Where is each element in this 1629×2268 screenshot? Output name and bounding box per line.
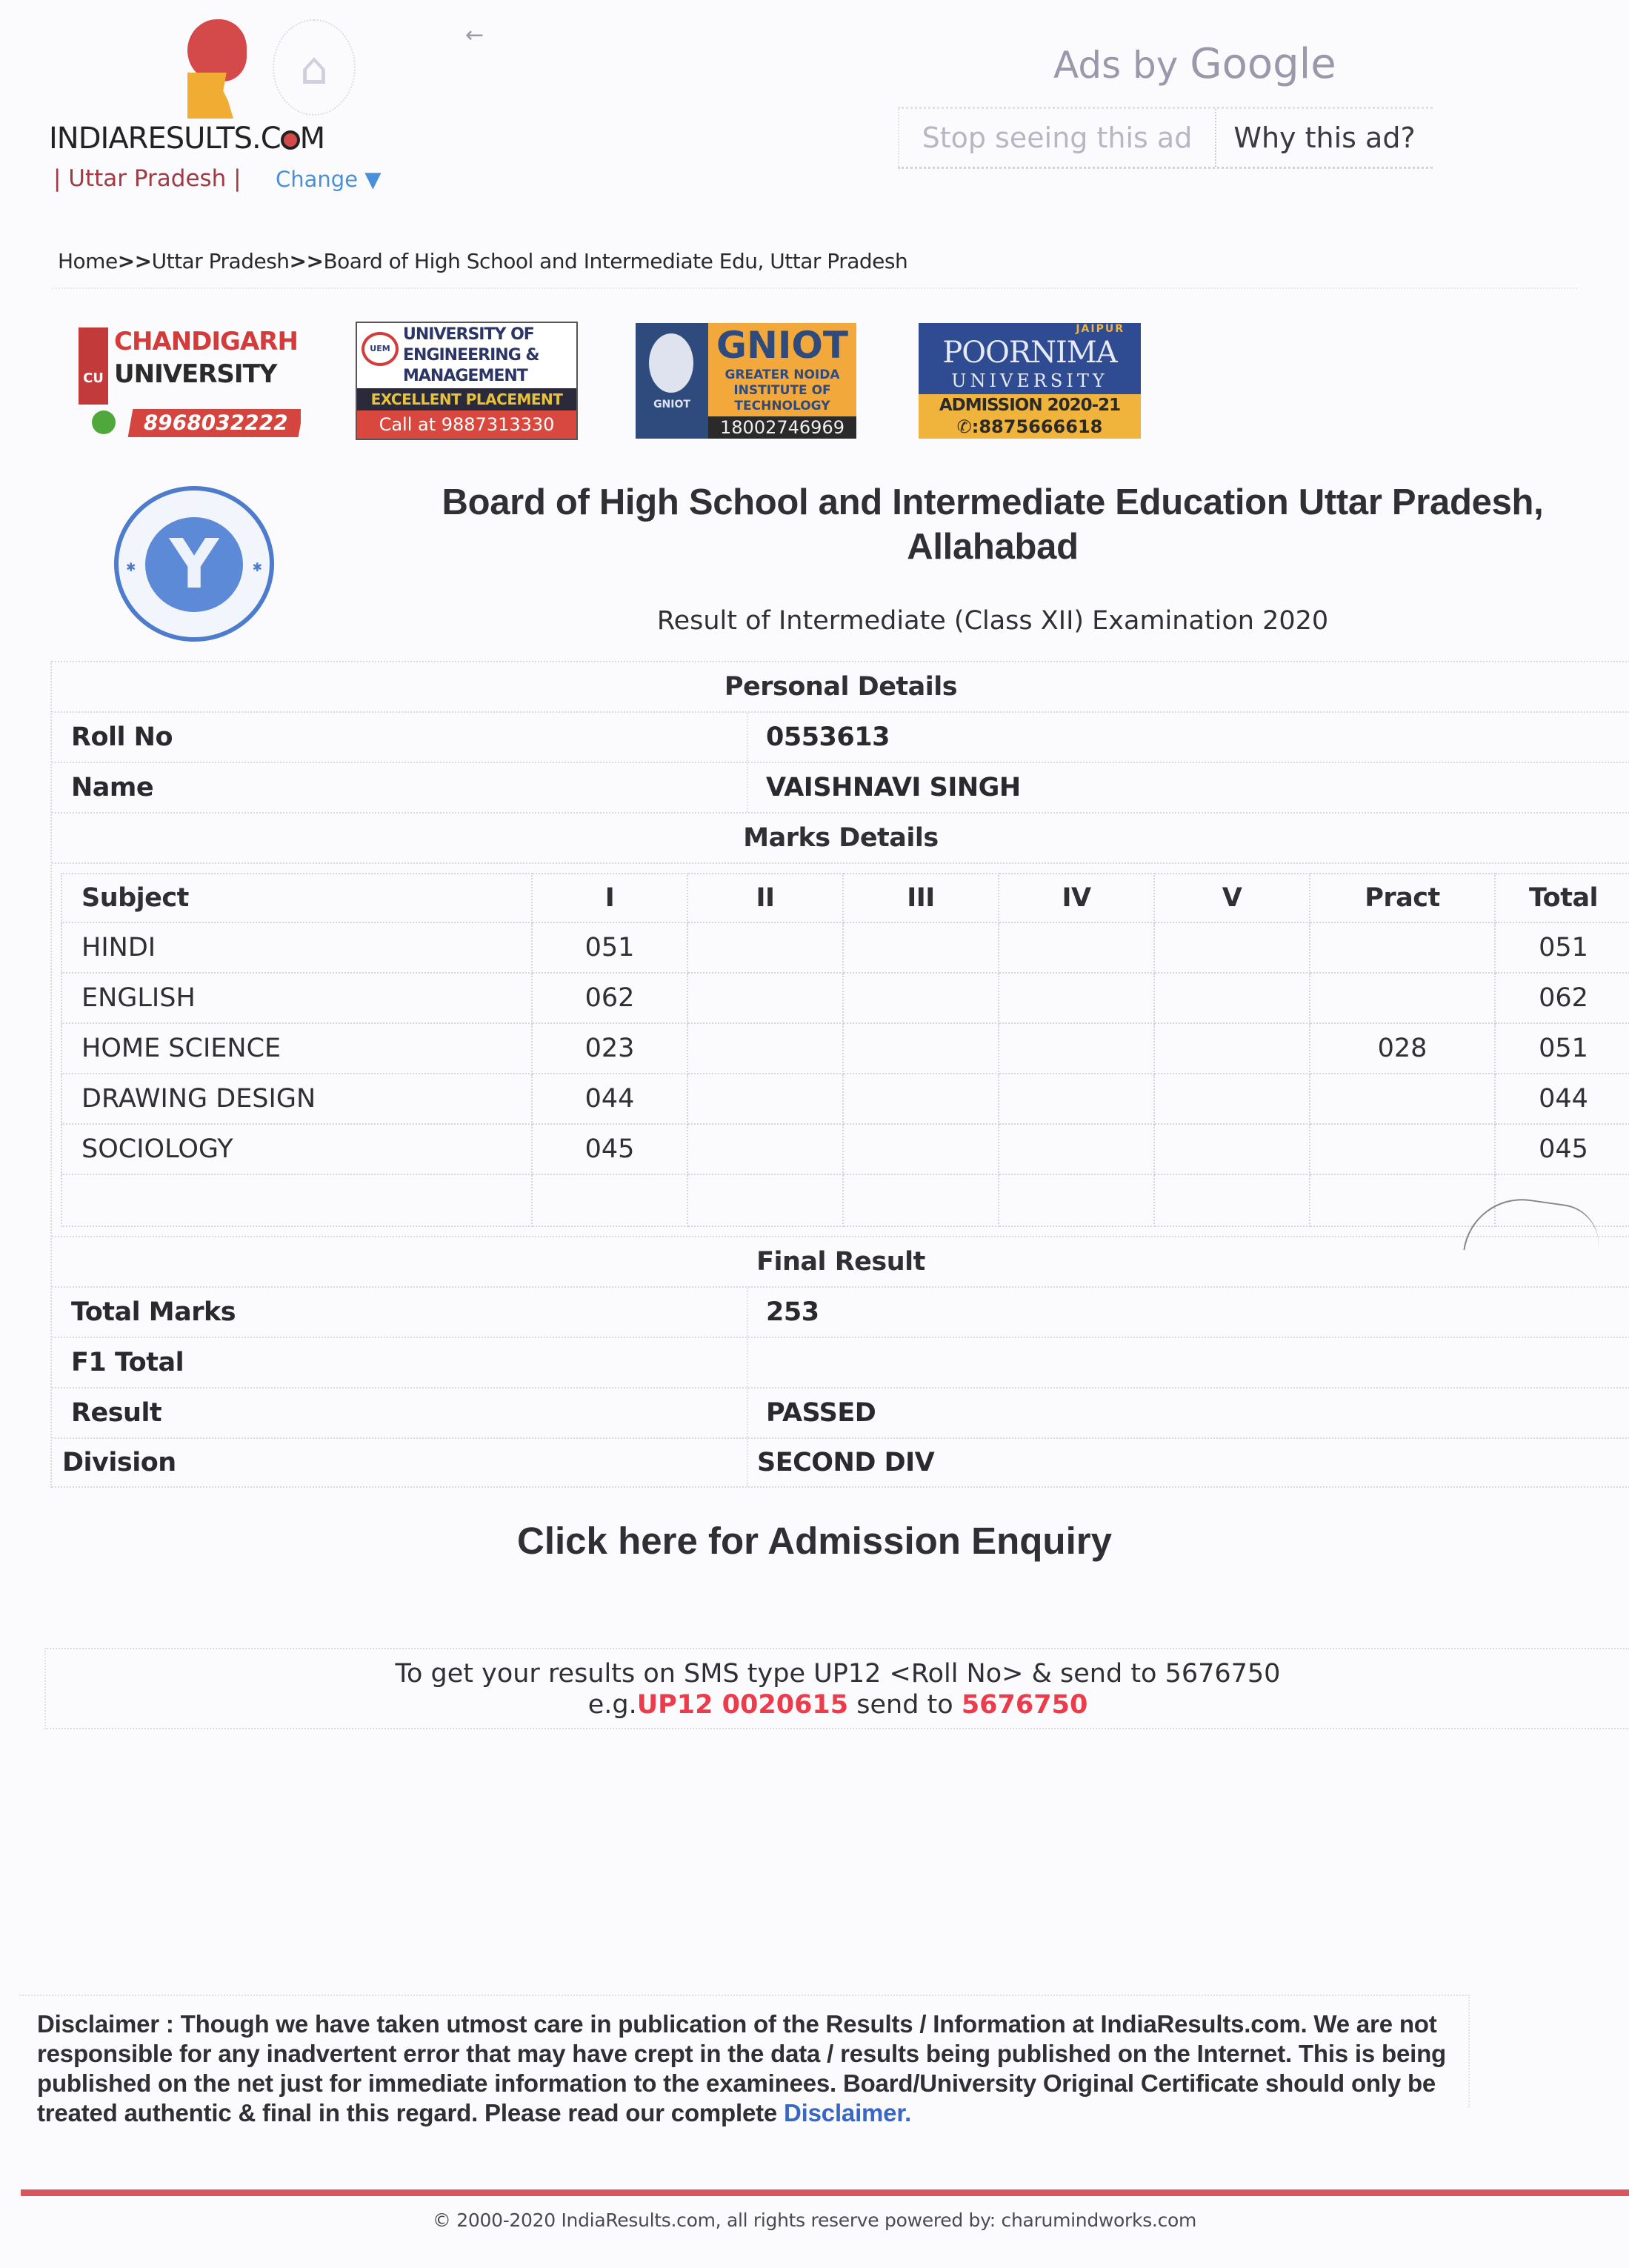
- table-row: [61, 922, 1629, 973]
- f1-total-label: F1 Total: [52, 1338, 748, 1387]
- sms-example-code: UP12 0020615: [636, 1690, 849, 1720]
- col-paper-5: V: [1154, 874, 1310, 922]
- banner-title-main: POORNIMA: [942, 336, 1117, 370]
- personal-details-heading: Personal Details: [52, 661, 1629, 711]
- divider: [52, 287, 1577, 289]
- gniot-logo: [636, 323, 708, 439]
- total-marks-row: [52, 1286, 1629, 1337]
- practical-cell: [1310, 1074, 1495, 1124]
- f1-total-value: [748, 1338, 1629, 1387]
- roll-no-value: 0553613: [766, 722, 890, 752]
- banner-title-line: TECHNOLOGY: [734, 399, 830, 413]
- table-row: [61, 973, 1629, 1023]
- empty-cell: [61, 1174, 532, 1226]
- banner-uem[interactable]: [356, 322, 578, 440]
- paper-1-cell: 044: [532, 1074, 687, 1124]
- total-cell: 045: [1495, 1124, 1629, 1174]
- emblem-inner: [145, 517, 243, 612]
- ads-by-google-label: [1053, 40, 1336, 88]
- emblem-y-glyph: Y: [169, 525, 219, 604]
- paper-3-cell: [843, 1124, 999, 1174]
- col-practical: Pract: [1310, 874, 1495, 922]
- total-cell: 044: [1495, 1074, 1629, 1124]
- banner-subtitle: UNIVERSITY: [114, 359, 277, 389]
- paper-1-cell: 051: [532, 922, 687, 973]
- division-value: SECOND DIV: [757, 1448, 935, 1477]
- star-icon: ✱: [126, 560, 136, 574]
- paper-1-cell: 045: [532, 1124, 687, 1174]
- roll-no-row: [52, 711, 1629, 762]
- brand-prefix: INDIARESULTS.C: [49, 122, 281, 156]
- banner-title-line: UNIVERSITY OF: [403, 325, 534, 344]
- banner-admission: [919, 394, 1141, 439]
- paper-1-cell: 062: [532, 973, 687, 1023]
- sms-example-number: 5676750: [961, 1690, 1088, 1720]
- marks-table-wrapper: [52, 862, 1629, 1236]
- total-marks-label: Total Marks: [52, 1288, 748, 1337]
- banner-title-line: INSTITUTE OF: [733, 383, 831, 398]
- paper-5-cell: [1154, 1124, 1310, 1174]
- paper-3-cell: [843, 973, 999, 1023]
- state-map-icon: ⌂: [273, 19, 356, 116]
- whatsapp-icon: [92, 410, 116, 434]
- why-this-ad-button[interactable]: Why this ad?: [1233, 122, 1416, 154]
- result-row: [52, 1387, 1629, 1437]
- paper-3-cell: [843, 922, 999, 973]
- empty-cell: [999, 1174, 1154, 1226]
- paper-4-cell: [999, 922, 1154, 973]
- paper-2-cell: [687, 1124, 843, 1174]
- paper-4-cell: [999, 1074, 1154, 1124]
- admission-enquiry-link[interactable]: Click here for Admission Enquiry: [517, 1520, 1112, 1562]
- paper-4-cell: [999, 973, 1154, 1023]
- ads-title-prefix: Ads by: [1053, 44, 1190, 87]
- total-marks-value: 253: [766, 1297, 819, 1327]
- total-cell: 062: [1495, 973, 1629, 1023]
- subject-cell: HINDI: [61, 922, 532, 973]
- board-title-line1: Board of High School and Intermediate Education Uttar Pradesh,: [442, 482, 1544, 522]
- result-value: PASSED: [766, 1398, 876, 1428]
- sms-example-prefix: e.g.: [587, 1690, 637, 1720]
- banner-chandigarh-university[interactable]: [79, 322, 301, 440]
- col-paper-3: III: [843, 874, 999, 922]
- total-cell: 051: [1495, 922, 1629, 973]
- paper-5-cell: [1154, 922, 1310, 973]
- back-arrow-icon[interactable]: ←: [465, 22, 484, 48]
- breadcrumb-board[interactable]: Board of High School and Intermediate Edu, Uttar Pradesh: [323, 249, 908, 273]
- paper-3-cell: [843, 1074, 999, 1124]
- brand-o-dot-icon: [281, 130, 300, 150]
- breadcrumb-uttar-pradesh[interactable]: Uttar Pradesh: [151, 249, 290, 273]
- paper-5-cell: [1154, 1023, 1310, 1074]
- banner-phone: ✆:8875666618: [956, 416, 1103, 437]
- board-title-line2: Allahabad: [907, 527, 1079, 567]
- state-label: | Uttar Pradesh |: [53, 165, 241, 192]
- site-logo[interactable]: [49, 10, 397, 196]
- subject-cell: SOCIOLOGY: [61, 1124, 532, 1174]
- gniot-seal-icon: [649, 333, 693, 393]
- table-row-empty: [61, 1174, 1629, 1226]
- ads-title-brand: Google: [1190, 40, 1336, 88]
- brand-suffix: M: [299, 122, 325, 156]
- f1-total-row: [52, 1337, 1629, 1387]
- subject-cell: HOME SCIENCE: [61, 1023, 532, 1074]
- result-panel: [50, 661, 1629, 1488]
- banner-title-line: UNIVERSITY: [951, 370, 1108, 391]
- stop-seeing-ad-button[interactable]: Stop seeing this ad: [898, 109, 1216, 167]
- table-row: [61, 1124, 1629, 1174]
- paper-5-cell: [1154, 973, 1310, 1023]
- practical-cell: 028: [1310, 1023, 1495, 1074]
- ad-feedback-box: [898, 107, 1433, 169]
- col-paper-1: I: [532, 874, 687, 922]
- total-cell: 051: [1495, 1023, 1629, 1074]
- sms-example: [46, 1689, 1629, 1720]
- banner-phone: 8968032222: [128, 409, 301, 437]
- banner-phone: Call at 9887313330: [357, 410, 576, 439]
- subject-cell: ENGLISH: [61, 973, 532, 1023]
- banner-city: JAIPUR: [1076, 323, 1125, 335]
- uem-logo-icon: UEM: [362, 332, 399, 366]
- banner-poornima-university[interactable]: [919, 322, 1141, 440]
- disclaimer-box: [19, 1995, 1470, 2126]
- paper-2-cell: [687, 973, 843, 1023]
- breadcrumb-separator: >>: [117, 249, 152, 273]
- banner-title-line: GREATER NOIDA: [724, 368, 840, 382]
- empty-cell: [843, 1174, 999, 1226]
- banner-title: [919, 323, 1141, 394]
- banner-phone: 18002746969: [708, 416, 856, 439]
- name-row: [52, 762, 1629, 812]
- disclaimer-link[interactable]: Disclaimer.: [784, 2099, 912, 2126]
- paper-4-cell: [999, 1124, 1154, 1174]
- up-board-emblem-icon: [114, 486, 274, 642]
- division-row: [52, 1437, 1629, 1488]
- banner-tagline: EXCELLENT PLACEMENT: [357, 388, 576, 410]
- disclaimer-text: Disclaimer : Though we have taken utmost care in publication of the Results / Information at IndiaResults.com. We are not responsible for any inadvertent error that may have crept in the data / results being published on the Internet. This is being published on the net just for immediate information to the examinees. Board/University Original Certificate should only be treated authentic & final in this regard. Please read our complete: [37, 2010, 1447, 2126]
- result-label: Result: [52, 1389, 748, 1437]
- star-icon: ✱: [252, 560, 262, 574]
- breadcrumb-separator: >>: [289, 249, 324, 273]
- empty-cell: [532, 1174, 687, 1226]
- exam-title: Result of Intermediate (Class XII) Examination 2020: [656, 606, 1329, 636]
- banner-title: [708, 323, 856, 416]
- division-label: Division: [52, 1439, 748, 1486]
- paper-5-cell: [1154, 1074, 1310, 1124]
- logo-figure-head: [187, 19, 247, 82]
- paper-4-cell: [999, 1023, 1154, 1074]
- banner-title-line: MANAGEMENT: [403, 367, 527, 385]
- marks-table: [61, 873, 1629, 1227]
- col-paper-4: IV: [999, 874, 1154, 922]
- breadcrumb-home[interactable]: Home: [58, 249, 118, 273]
- final-result-heading: Final Result: [52, 1236, 1629, 1286]
- paper-2-cell: [687, 1023, 843, 1074]
- sms-info-box: [44, 1648, 1629, 1729]
- banner-gniot[interactable]: [636, 322, 856, 440]
- footer-divider: [21, 2189, 1629, 2196]
- col-paper-2: II: [687, 874, 843, 922]
- name-value: VAISHNAVI SINGH: [766, 773, 1021, 802]
- breadcrumb: [58, 249, 907, 273]
- banner-title-line: ENGINEERING &: [403, 346, 539, 365]
- paper-2-cell: [687, 1074, 843, 1124]
- empty-cell: [687, 1174, 843, 1226]
- banner-title-main: GNIOT: [716, 324, 849, 367]
- sms-instructions: To get your results on SMS type UP12 <Roll No> & send to 5676750: [395, 1659, 1281, 1689]
- practical-cell: [1310, 973, 1495, 1023]
- paper-2-cell: [687, 922, 843, 973]
- banner-title: [403, 325, 539, 387]
- col-subject: Subject: [61, 874, 532, 922]
- banner-admission-text: ADMISSION 2020-21: [939, 396, 1121, 415]
- subject-cell: DRAWING DESIGN: [61, 1074, 532, 1124]
- brand-name: [49, 120, 324, 157]
- copyright-footer: © 2000-2020 IndiaResults.com, all rights reserve powered by: charumindworks.com: [432, 2209, 1197, 2231]
- roll-no-label: Roll No: [52, 713, 748, 762]
- table-row: [61, 1074, 1629, 1124]
- empty-cell: [1154, 1174, 1310, 1226]
- empty-cell: [1310, 1174, 1495, 1226]
- board-title: [385, 480, 1600, 569]
- marks-header-row: [61, 874, 1629, 922]
- col-total: Total: [1495, 874, 1629, 922]
- change-state-link[interactable]: Change ▼: [276, 167, 382, 192]
- marks-details-heading: Marks Details: [52, 812, 1629, 862]
- paper-3-cell: [843, 1023, 999, 1074]
- practical-cell: [1310, 1124, 1495, 1174]
- practical-cell: [1310, 922, 1495, 973]
- table-row: [61, 1023, 1629, 1074]
- cu-badge-icon: CU: [79, 327, 108, 405]
- name-label: Name: [52, 763, 748, 812]
- sms-example-mid: send to: [848, 1690, 962, 1720]
- paper-1-cell: 023: [532, 1023, 687, 1074]
- gniot-badge-text: GNIOT: [653, 399, 690, 410]
- banner-title: CHANDIGARH: [114, 327, 298, 356]
